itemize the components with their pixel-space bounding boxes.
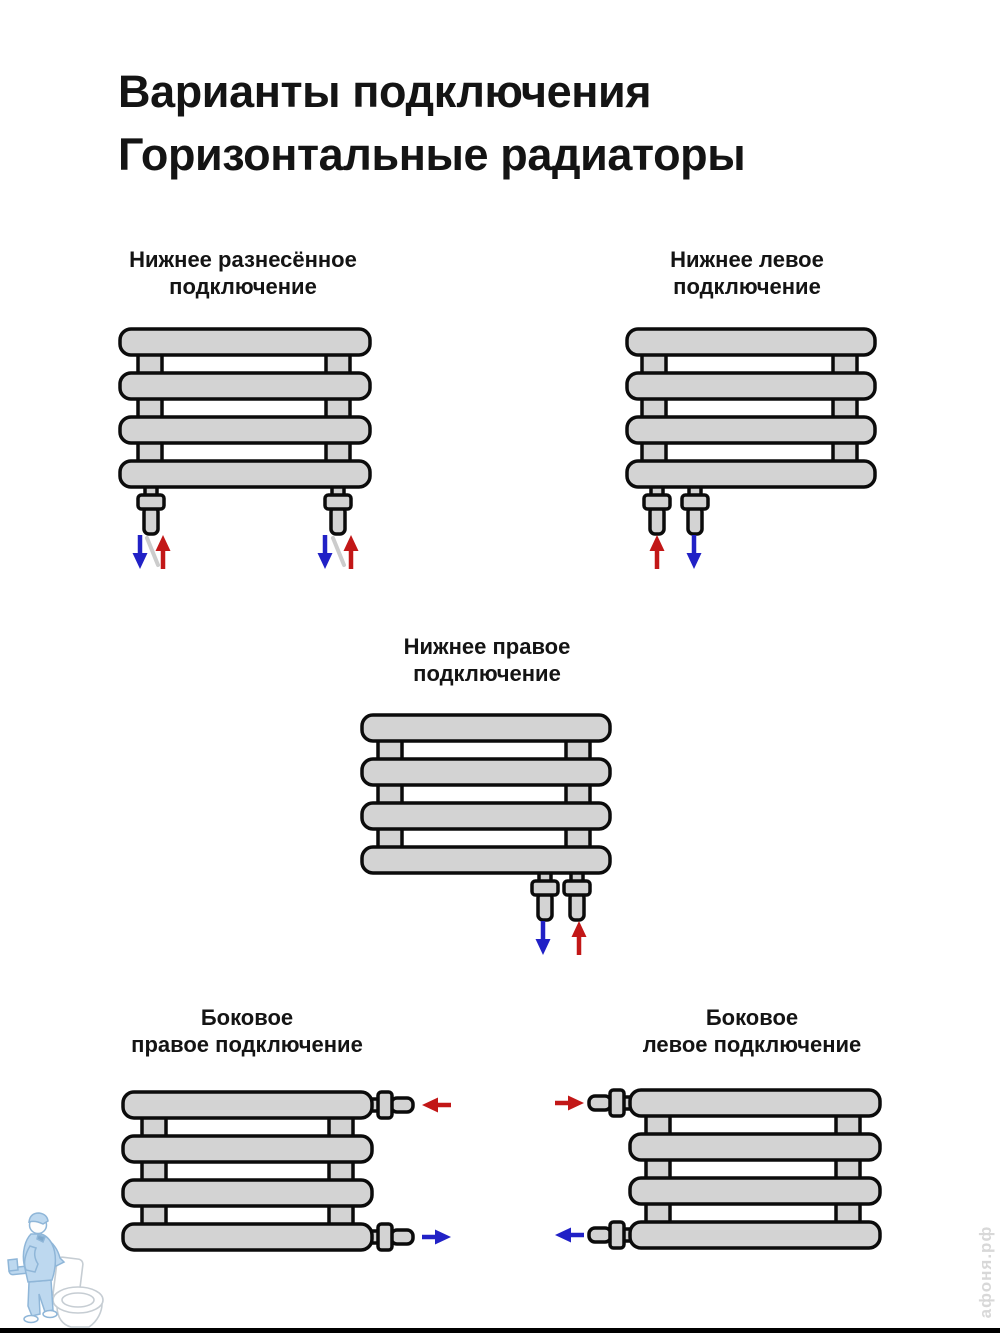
radiator-bar bbox=[362, 803, 610, 829]
pipe-tail bbox=[144, 507, 158, 534]
radiator-bar bbox=[123, 1136, 372, 1162]
flow-arrowhead-down bbox=[687, 553, 702, 569]
radiator-post bbox=[566, 723, 590, 865]
union-nut bbox=[644, 495, 670, 509]
flow-arrowhead-left bbox=[422, 1098, 438, 1113]
radiator-post bbox=[833, 337, 857, 479]
radiator-diagram-bottom-left bbox=[627, 329, 875, 489]
radiator-bar bbox=[120, 373, 370, 399]
flow-arrowhead-up bbox=[572, 921, 587, 937]
pipe-tail bbox=[538, 893, 552, 920]
toilet-icon bbox=[53, 1257, 103, 1327]
title-line-1: Варианты подключения bbox=[118, 66, 652, 117]
diagram-label-line: Боковое bbox=[705, 1005, 799, 1030]
diagram-label-line: правое подключение bbox=[131, 1032, 363, 1057]
radiator-bar bbox=[123, 1092, 372, 1118]
radiator-diagram-side-left bbox=[630, 1090, 880, 1250]
page-title bbox=[118, 60, 745, 186]
diagram-label-line: подключение bbox=[673, 274, 821, 299]
diagram-label-line: левое подключение bbox=[642, 1032, 862, 1057]
union-nut bbox=[378, 1224, 392, 1250]
diagram-label-side-right bbox=[77, 1004, 417, 1058]
diagram-label-bottom-left bbox=[577, 246, 917, 300]
flow-arrowhead-right bbox=[435, 1230, 451, 1245]
radiator-bar bbox=[630, 1222, 880, 1248]
diagram-label-line: Нижнее левое bbox=[670, 247, 824, 272]
title-line-2: Горизонтальные радиаторы bbox=[118, 129, 746, 180]
radiator-bar bbox=[362, 847, 610, 873]
radiator-bar bbox=[120, 329, 370, 355]
flow-arrowhead-up bbox=[344, 535, 359, 551]
pipe-tail bbox=[650, 507, 664, 534]
radiator-diagram-bottom-spread bbox=[120, 329, 370, 489]
radiator-bar bbox=[120, 461, 370, 487]
pipe-tail bbox=[331, 507, 345, 534]
radiator-bar bbox=[627, 417, 875, 443]
radiator-bar bbox=[123, 1224, 372, 1250]
watermark-brand-text: афоня.рф bbox=[976, 1225, 995, 1319]
radiator-bar bbox=[630, 1134, 880, 1160]
diagram-label-line: подключение bbox=[413, 661, 561, 686]
radiator-diagram-bottom-right bbox=[362, 715, 610, 875]
diagram-label-line: Боковое bbox=[200, 1005, 294, 1030]
union-nut bbox=[610, 1222, 624, 1248]
bottom-edge-bar bbox=[0, 1328, 1000, 1333]
radiator-post bbox=[329, 1100, 353, 1242]
radiator-post bbox=[142, 1100, 166, 1242]
direction-slash bbox=[333, 538, 344, 565]
radiator-post bbox=[138, 337, 162, 479]
radiator-diagram-side-right bbox=[123, 1092, 372, 1252]
radiator-bar bbox=[627, 373, 875, 399]
union-nut bbox=[610, 1090, 624, 1116]
radiator-post bbox=[646, 1098, 670, 1240]
direction-slash bbox=[147, 538, 158, 565]
radiator-post bbox=[378, 723, 402, 865]
radiator-bar bbox=[627, 329, 875, 355]
pipe-tail bbox=[570, 893, 584, 920]
flow-arrowhead-left bbox=[555, 1228, 571, 1243]
radiator-post bbox=[836, 1098, 860, 1240]
diagram-label-bottom-right bbox=[317, 633, 657, 687]
union-nut bbox=[682, 495, 708, 509]
diagram-label-line: подключение bbox=[169, 274, 317, 299]
union-nut bbox=[378, 1092, 392, 1118]
pipe-tail bbox=[589, 1228, 611, 1242]
pipe-tail bbox=[688, 507, 702, 534]
union-nut bbox=[532, 881, 558, 895]
union-nut bbox=[325, 495, 351, 509]
diagram-label-line: Нижнее правое bbox=[403, 634, 571, 659]
pipe-tail bbox=[391, 1098, 413, 1112]
diagram-label-line: Нижнее разнесённое bbox=[129, 247, 357, 272]
radiator-bar bbox=[120, 417, 370, 443]
union-nut bbox=[564, 881, 590, 895]
radiator-post bbox=[326, 337, 350, 479]
radiator-bar bbox=[627, 461, 875, 487]
radiator-bar bbox=[362, 759, 610, 785]
flow-arrowhead-up bbox=[650, 535, 665, 551]
flow-arrowhead-right bbox=[568, 1096, 584, 1111]
flow-arrowhead-down bbox=[318, 553, 333, 569]
pipe-tail bbox=[391, 1230, 413, 1244]
flow-arrowhead-up bbox=[156, 535, 171, 551]
radiator-bar bbox=[362, 715, 610, 741]
radiator-bar bbox=[630, 1090, 880, 1116]
radiator-bar bbox=[630, 1178, 880, 1204]
flow-arrowhead-down bbox=[536, 939, 551, 955]
pipe-tail bbox=[589, 1096, 611, 1110]
diagram-label-bottom-spread bbox=[73, 246, 413, 300]
radiator-post bbox=[642, 337, 666, 479]
union-nut bbox=[138, 495, 164, 509]
flow-arrowhead-down bbox=[133, 553, 148, 569]
radiator-bar bbox=[123, 1180, 372, 1206]
plumber-watermark bbox=[5, 1198, 117, 1330]
diagram-label-side-left bbox=[582, 1004, 922, 1058]
